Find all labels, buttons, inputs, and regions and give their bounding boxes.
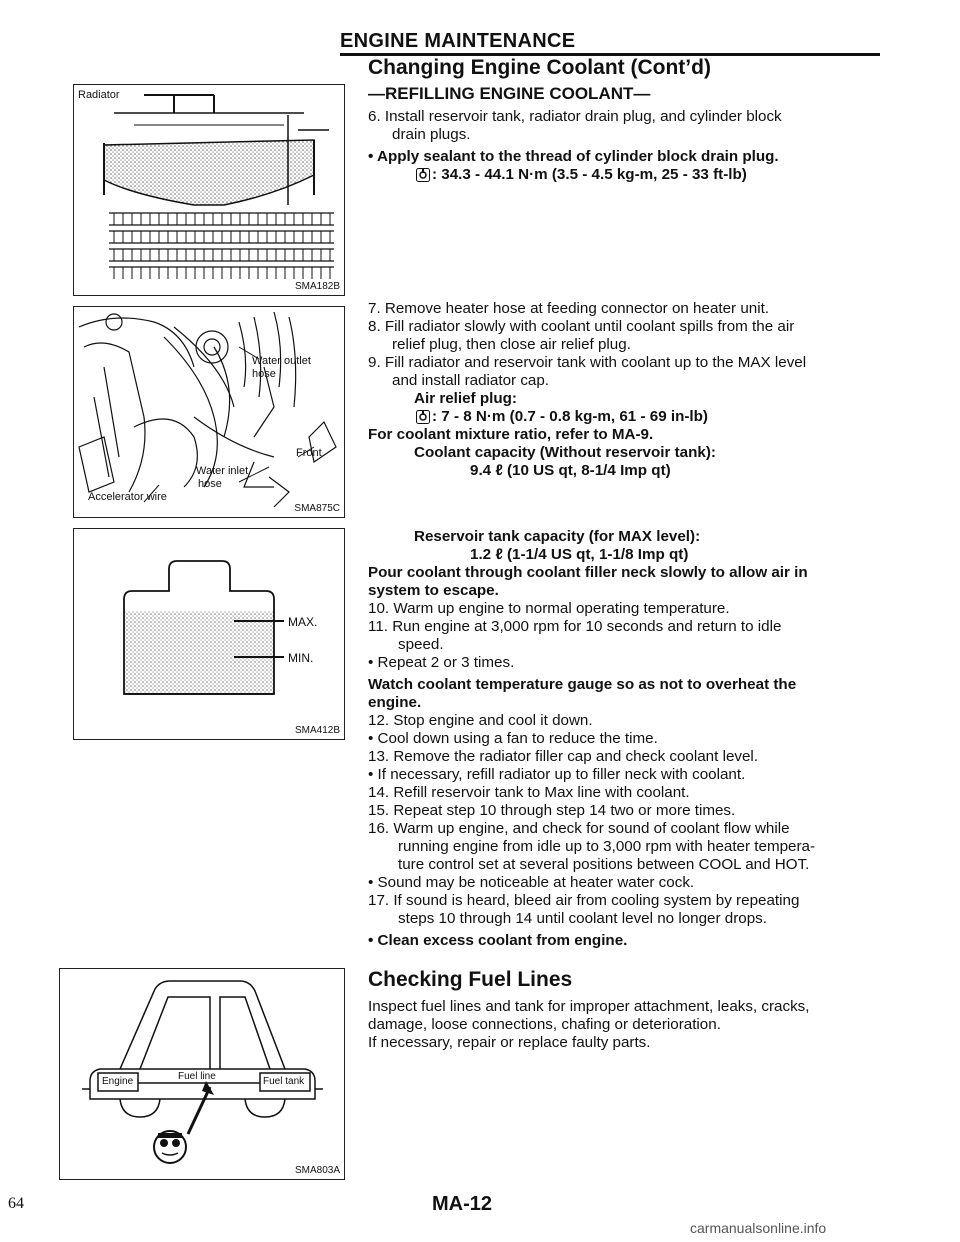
page-header: ENGINE MAINTENANCE xyxy=(340,30,576,52)
text-line: If necessary, repair or replace faulty parts. xyxy=(368,1034,651,1051)
label-accelerator-wire: Accelerator wire xyxy=(88,491,167,503)
block-reservoir xyxy=(368,528,888,958)
text-line: 12. Stop engine and cool it down. xyxy=(368,712,593,729)
label-hose: hose xyxy=(252,368,276,380)
text-line: engine. xyxy=(368,694,422,711)
text-line: drain plugs. xyxy=(392,126,471,143)
reservoir-drawing xyxy=(74,529,344,739)
text-line: Inspect fuel lines and tank for improper attachment, leaks, cracks, xyxy=(368,998,810,1015)
text-line: • Cool down using a fan to reduce the time. xyxy=(368,730,658,747)
figure-code: SMA182B xyxy=(294,281,340,292)
text-line: • Sound may be noticeable at heater water cock. xyxy=(368,874,695,891)
section-title-fuel-lines: Checking Fuel Lines xyxy=(368,968,573,991)
block-fuel-lines xyxy=(368,998,888,1058)
text-line: 10. Warm up engine to normal operating temperature. xyxy=(368,600,730,617)
text-line: 11. Run engine at 3,000 rpm for 10 seconds and return to idle xyxy=(368,618,782,635)
label-fuel-tank: Fuel tank xyxy=(263,1076,305,1087)
figure-code: SMA875C xyxy=(294,503,340,514)
text-line: • Clean excess coolant from engine. xyxy=(368,932,628,949)
block-fill xyxy=(368,300,888,500)
text-line: and install radiator cap. xyxy=(392,372,550,389)
label-min: MIN. xyxy=(288,651,314,665)
text-line: 1.2 ℓ (1-1/4 US qt, 1-1/8 Imp qt) xyxy=(470,546,689,563)
text-line: 9. Fill radiator and reservoir tank with coolant up to the MAX level xyxy=(368,354,807,371)
text-line: 9.4 ℓ (10 US qt, 8-1/4 Imp qt) xyxy=(470,462,671,479)
text-line: For coolant mixture ratio, refer to MA-9. xyxy=(368,426,654,443)
text-line: 17. If sound is heard, bleed air from cooling system by repeating xyxy=(368,892,800,909)
label-water-inlet: Water inlet xyxy=(196,465,249,477)
text-line: 7. Remove heater hose at feeding connector on heater unit. xyxy=(368,300,770,317)
label-radiator: Radiator xyxy=(78,89,120,101)
label-engine: Engine xyxy=(102,1076,134,1087)
text-line: Pour coolant through coolant filler neck slowly to allow air in xyxy=(368,564,808,581)
text-line: ture control set at several positions between COOL and HOT. xyxy=(398,856,810,873)
radiator-drawing xyxy=(74,85,344,295)
text-line: running engine from idle up to 3,000 rpm with heater tempera- xyxy=(398,838,816,855)
figure-hoses xyxy=(73,306,345,518)
page-code: MA-12 xyxy=(432,1193,493,1215)
label-max: MAX. xyxy=(288,615,318,629)
text-line: system to escape. xyxy=(368,582,499,599)
section-subtitle-refilling: —REFILLING ENGINE COOLANT— xyxy=(368,84,651,103)
torque-wrench-icon xyxy=(416,410,430,424)
label-front: Front xyxy=(296,447,322,459)
text-line: 8. Fill radiator slowly with coolant until coolant spills from the air xyxy=(368,318,795,335)
label-water-outlet: Water outlet xyxy=(252,355,311,367)
figure-fuel-lines xyxy=(59,968,345,1180)
text-line: 13. Remove the radiator filler cap and check coolant level. xyxy=(368,748,759,765)
text-line: speed. xyxy=(398,636,444,653)
text-line: 15. Repeat step 10 through step 14 two or more times. xyxy=(368,802,736,819)
section-title-coolant: Changing Engine Coolant (Cont’d) xyxy=(368,56,711,79)
text-line: • Apply sealant to the thread of cylinder block drain plug. xyxy=(368,148,779,165)
text-line: 16. Warm up engine, and check for sound of coolant flow while xyxy=(368,820,790,837)
text-line: Watch coolant temperature gauge so as not to overheat the xyxy=(368,676,797,693)
text-line: 14. Refill reservoir tank to Max line with coolant. xyxy=(368,784,690,801)
label-hose: hose xyxy=(198,478,222,490)
text-line: damage, loose connections, chafing or deterioration. xyxy=(368,1016,721,1033)
text-line: Reservoir tank capacity (for MAX level): xyxy=(414,528,701,545)
watermark: carmanualsonline.info xyxy=(690,1220,827,1236)
text-line: : 34.3 - 44.1 N·m (3.5 - 4.5 kg-m, 25 - 33 ft-lb) xyxy=(432,166,747,183)
text-line: steps 10 through 14 until coolant level no longer drops. xyxy=(398,910,767,927)
block-install xyxy=(368,108,888,188)
torque-wrench-icon xyxy=(416,168,430,182)
text-line: relief plug, then close air relief plug. xyxy=(392,336,631,353)
text-line: • Repeat 2 or 3 times. xyxy=(368,654,515,671)
figure-radiator xyxy=(73,84,345,296)
text-line: : 7 - 8 N·m (0.7 - 0.8 kg-m, 61 - 69 in-lb) xyxy=(432,408,708,425)
figure-code: SMA412B xyxy=(294,725,340,736)
text-line: Air relief plug: xyxy=(414,390,517,407)
figure-code: SMA803A xyxy=(294,1165,340,1176)
figure-reservoir xyxy=(73,528,345,740)
text-line: Coolant capacity (Without reservoir tank): xyxy=(414,444,716,461)
text-line: • If necessary, refill radiator up to filler neck with coolant. xyxy=(368,766,746,783)
page-number: 64 xyxy=(8,1195,24,1212)
text-line: 6. Install reservoir tank, radiator drain plug, and cylinder block xyxy=(368,108,782,125)
label-fuel-line: Fuel line xyxy=(178,1071,216,1082)
